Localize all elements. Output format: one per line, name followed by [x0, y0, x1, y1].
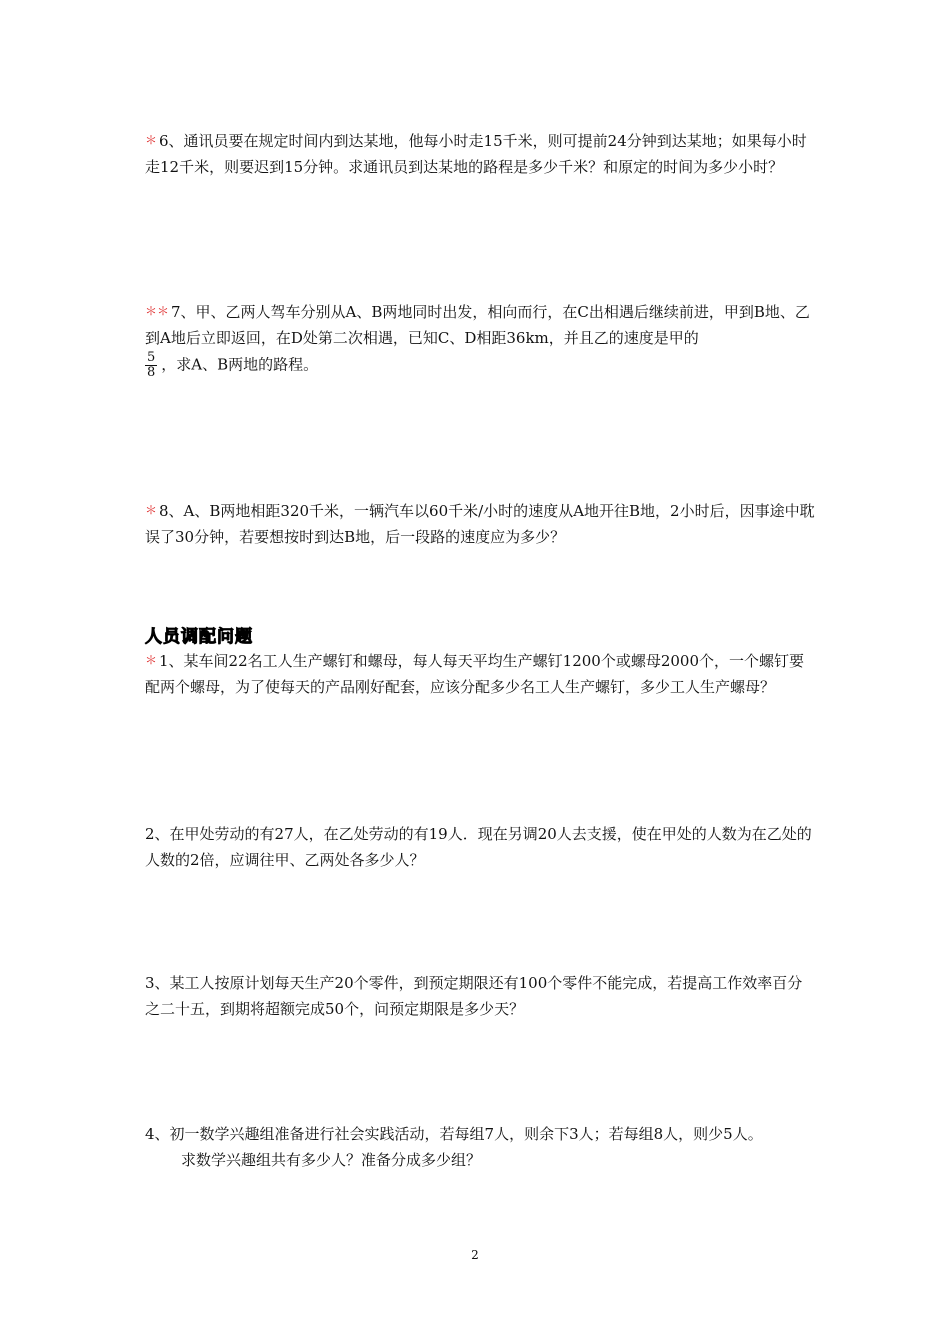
- star-marker: ＊＊: [145, 304, 170, 318]
- staffing-problem-3-text: 3、某工人按原计划每天生产20个零件，到预定期限还有100个零件不能完成，若提高工作效率百分之二十五，到期将超额完成50个，问预定期限是多少天？: [145, 974, 803, 1018]
- fraction-numerator: 5: [147, 350, 156, 365]
- problem-7-text-end: ，求A、B两地的路程。: [161, 355, 319, 374]
- section-heading: 人员调配问题: [145, 627, 253, 647]
- staffing-problem-3: [145, 970, 815, 1022]
- problem-6-text: 6、通讯员要在规定时间内到达某地，他每小时走15千米，则可提前24分钟到达某地；如果每小时走12千米，则要迟到15分钟。求通讯员到达某地的路程是多少千米？和原定的时间为多少小时？: [145, 132, 807, 176]
- star-marker: ＊: [145, 503, 158, 517]
- problem-8-text: 8、A、B两地相距320千米，一辆汽车以60千米/小时的速度从A地开往B地，2小时后，因事途中耽误了30分钟，若要想按时到达B地，后一段路的速度应为多少？: [145, 502, 815, 546]
- problem-8: [145, 497, 815, 550]
- star-marker: ＊: [145, 653, 158, 667]
- star-marker: ＊: [145, 133, 158, 147]
- page-number: 2: [471, 1248, 479, 1262]
- staffing-problem-4: [145, 1121, 825, 1173]
- problem-7: [145, 298, 815, 380]
- staffing-problem-4-line2: 求数学兴趣组共有多少人？准备分成多少组？: [181, 1151, 482, 1169]
- problem-7-text: 7、甲、乙两人驾车分别从A、B两地同时出发，相向而行，在C出相遇后继续前进，甲到B地、乙到A地后立即返回，在D处第二次相遇，已知C、D相距36km，并且乙的速度是甲的: [145, 303, 810, 347]
- staffing-problem-1-text: 1、某车间22名工人生产螺钉和螺母，每人每天平均生产螺钉1200个或螺母2000个，一个螺钉要配两个螺母，为了使每天的产品刚好配套，应该分配多少名工人生产螺钉，多少工人生产螺母？: [145, 652, 804, 696]
- problem-6: [145, 127, 815, 180]
- fraction-denominator: 8: [147, 365, 156, 380]
- staffing-problem-4-line1: 4、初一数学兴趣组准备进行社会实践活动，若每组7人，则余下3人；若每组8人，则少5人。: [145, 1125, 763, 1143]
- staffing-problem-2-text: 2、在甲处劳动的有27人，在乙处劳动的有19人．现在另调20人去支援，使在甲处的人数为在乙处的人数的2倍，应调往甲、乙两处各多少人？: [145, 825, 812, 869]
- staffing-problem-2: [145, 821, 815, 873]
- fraction: [145, 351, 157, 380]
- staffing-problem-1: [145, 647, 815, 700]
